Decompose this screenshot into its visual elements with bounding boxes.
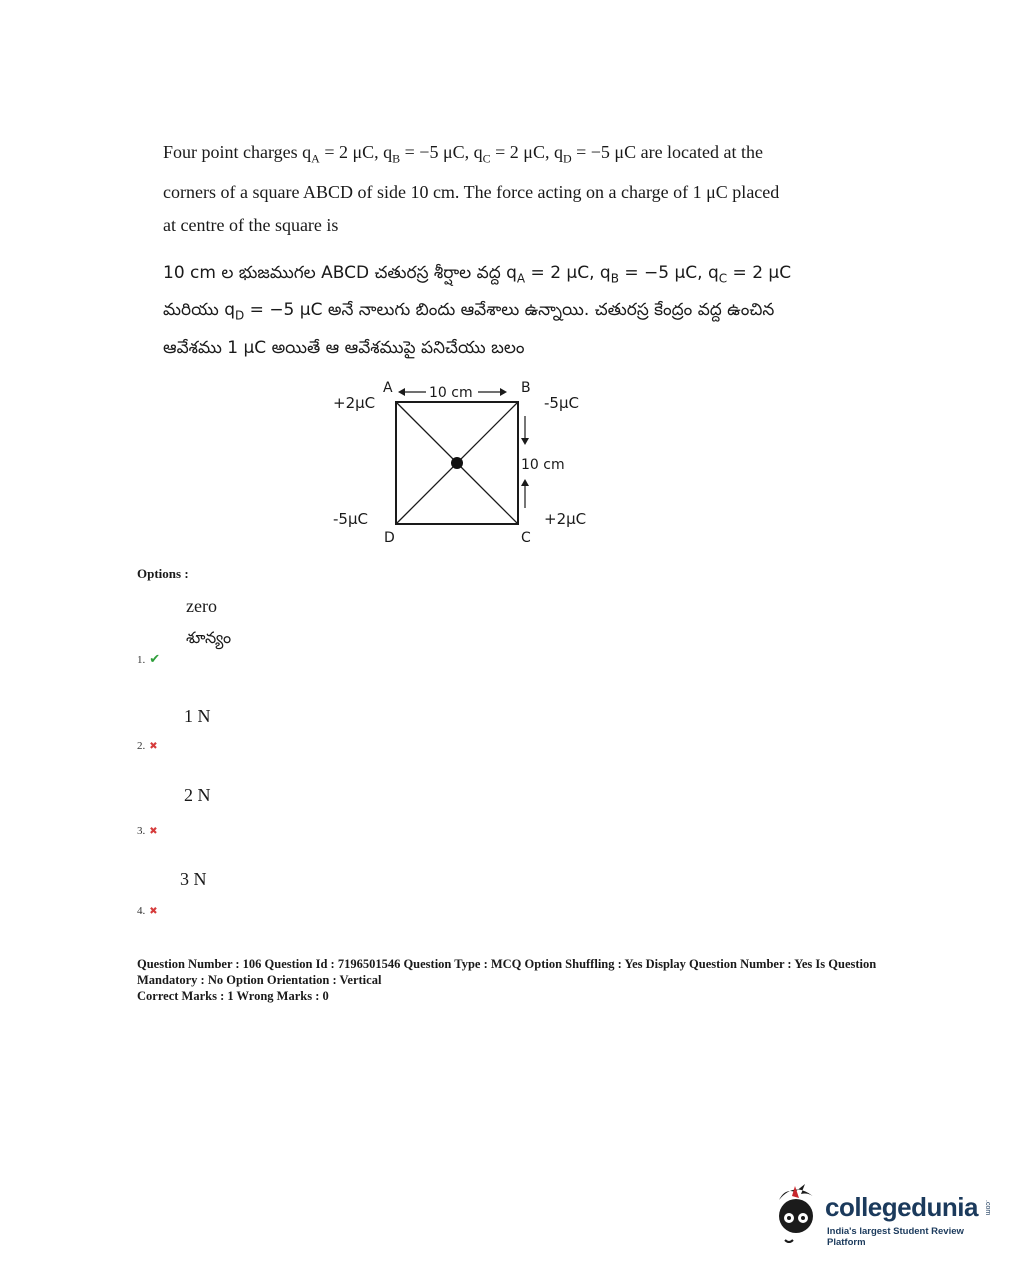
meta-line-2: Mandatory : No Option Orientation : Vertical xyxy=(137,973,382,987)
label-d: D xyxy=(384,530,395,546)
meta-line-1: Question Number : 106 Question Id : 7196501546 Question Type : MCQ Option Shuffling : Yes Display Question Number : Yes Is Question xyxy=(137,957,877,971)
option-3-number: 3. xyxy=(137,825,146,837)
wrong-cross-icon: ✖ xyxy=(149,741,158,752)
option-2-text: 1 N xyxy=(184,706,211,726)
question-telugu-line1: 10 cm ల భుజముగల ABCD చతురస్ర శీర్షాల వద్ద $q_A = 2$ μC, $q_B = -5$ μC, $q_C = 2$ μC xyxy=(163,263,792,286)
label-c: C xyxy=(521,530,531,546)
option-4-marker xyxy=(137,901,158,919)
option-3-marker xyxy=(137,821,158,839)
charge-d: -5μC xyxy=(333,510,368,528)
label-a: A xyxy=(383,380,393,396)
option-2-marker xyxy=(137,736,158,754)
right-side-label: 10 cm xyxy=(521,457,565,473)
option-2-number: 2. xyxy=(137,740,146,752)
option-1-text: zero xyxy=(186,596,217,616)
top-arrow-left-head xyxy=(398,388,405,396)
right-arrow-up-head xyxy=(521,479,529,486)
charge-b: -5μC xyxy=(544,394,579,412)
question-english-line2: corners of a square ABCD of side 10 cm. The force acting on a charge of 1 μC placed xyxy=(163,181,780,202)
question-english-line1: Four point charges $q_A = 2$ μC, $q_B = -5$ μC, $q_C = 2$ μC, $q_D = -5$ μC are located at the xyxy=(163,142,764,166)
logo-com: .com xyxy=(984,1200,991,1216)
meta-line-3: Correct Marks : 1 Wrong Marks : 0 xyxy=(137,989,329,1003)
options-label: Options : xyxy=(137,566,189,581)
charge-c: +2μC xyxy=(544,510,587,528)
logo-name: collegedunia xyxy=(825,1192,978,1222)
option-1-number: 1. xyxy=(137,654,146,666)
question-telugu xyxy=(163,257,843,364)
charge-a: +2μC xyxy=(333,394,376,412)
square-charge-diagram xyxy=(320,372,610,552)
mascot-icon xyxy=(765,1178,825,1250)
label-b: B xyxy=(521,380,531,396)
logo-tagline: India's largest Student Review Platform xyxy=(827,1226,964,1248)
option-3-text: 2 N xyxy=(184,785,211,805)
correct-tick-icon: ✔ xyxy=(149,652,161,667)
question-meta xyxy=(137,956,927,1004)
wrong-cross-icon: ✖ xyxy=(149,826,158,837)
wrong-cross-icon: ✖ xyxy=(149,906,158,917)
question-english xyxy=(163,136,843,242)
centre-charge-dot xyxy=(451,457,463,469)
collegedunia-logo xyxy=(765,1178,1005,1250)
option-4-text: 3 N xyxy=(180,869,207,889)
question-telugu-line3: ఆవేశము 1 μC అయితే ఆ ఆవేశముపై పనిచేయు బలం xyxy=(163,337,525,358)
right-arrow-down-head xyxy=(521,438,529,445)
top-side-label: 10 cm xyxy=(429,385,473,401)
option-4-number: 4. xyxy=(137,905,146,917)
option-1-marker xyxy=(137,650,160,668)
question-english-line3: at centre of the square is xyxy=(163,214,339,235)
option-1-text-telugu: శూన్యం xyxy=(186,628,232,647)
top-arrow-right-head xyxy=(500,388,507,396)
question-telugu-line2: మరియు $q_D = -5$ μC అనే నాలుగు బిందు ఆవేశాలు ఉన్నాయి. చతురస్ర కేంద్రం వద్ద ఉంచిన xyxy=(163,300,775,323)
